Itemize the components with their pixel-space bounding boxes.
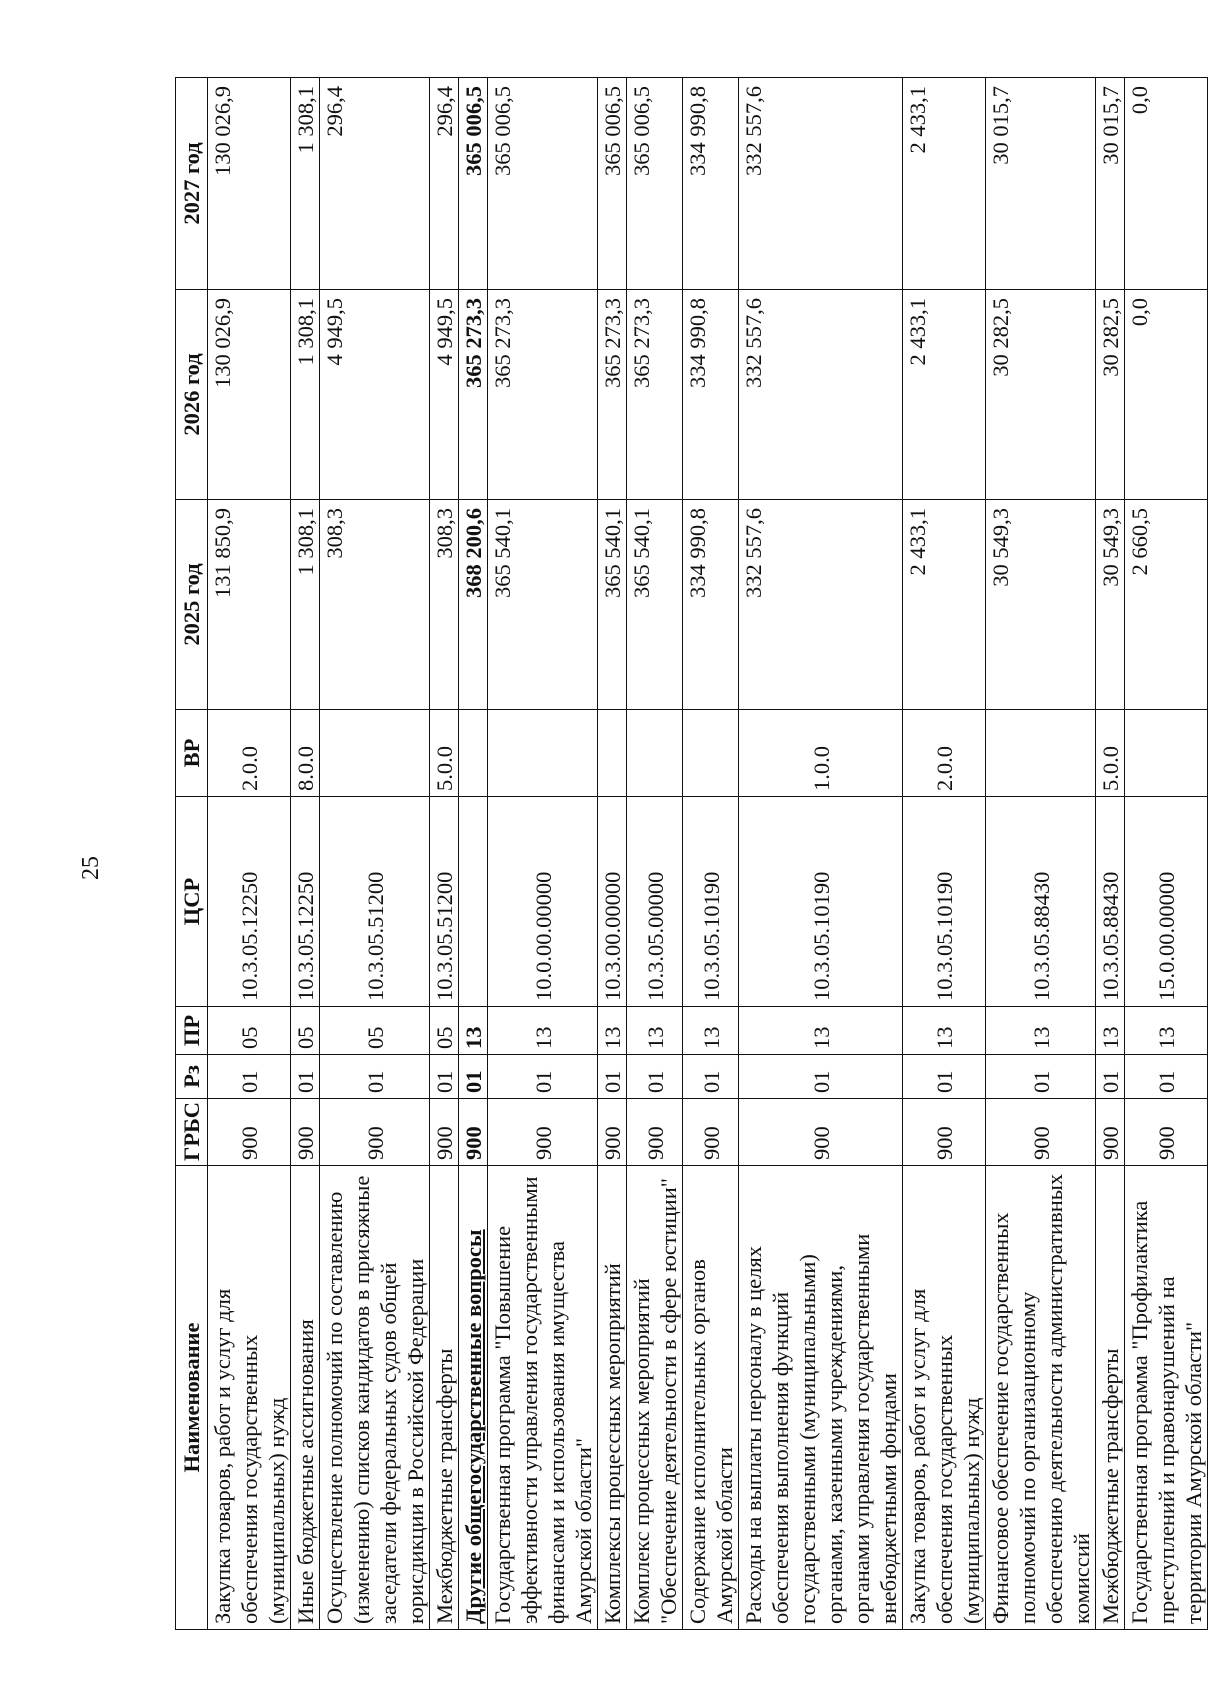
table-row	[291, 78, 320, 1630]
cell-csr: 10.3.05.88430	[1096, 797, 1125, 1007]
cell-rz: 01	[598, 1055, 627, 1099]
cell-2025: 365 540,1	[488, 500, 598, 710]
cell-2025: 308,3	[320, 500, 430, 710]
table-row	[208, 78, 291, 1630]
cell-2027: 365 006,5	[459, 78, 488, 290]
cell-2027: 365 006,5	[488, 78, 598, 290]
cell-csr: 10.3.05.10190	[739, 797, 903, 1007]
rotated-table-container	[175, 78, 1206, 1630]
cell-pr: 05	[208, 1007, 291, 1055]
cell-rz: 01	[459, 1055, 488, 1099]
cell-2027: 365 006,5	[598, 78, 627, 290]
cell-2027: 332 557,6	[739, 78, 903, 290]
cell-name: Межбюджетные трансферты	[1096, 1166, 1125, 1630]
cell-2025: 334 990,8	[683, 500, 739, 710]
cell-grbs: 900	[598, 1099, 627, 1166]
cell-2026: 4 949,5	[430, 290, 459, 500]
cell-pr: 13	[986, 1007, 1096, 1055]
cell-rz: 01	[291, 1055, 320, 1099]
table-row	[903, 78, 986, 1630]
cell-csr: 10.3.05.51200	[430, 797, 459, 1007]
cell-2025: 365 540,1	[627, 500, 683, 710]
cell-vr: 5.0.0	[430, 710, 459, 797]
cell-csr	[459, 797, 488, 1007]
cell-grbs: 900	[459, 1099, 488, 1166]
cell-2026: 2 433,1	[903, 290, 986, 500]
table-row	[683, 78, 739, 1630]
cell-2026: 365 273,3	[488, 290, 598, 500]
cell-name: Финансовое обеспечение государственных полномочий по организационному обеспечению деятельности административных комиссий	[986, 1166, 1096, 1630]
cell-vr: 8.0.0	[291, 710, 320, 797]
header-2025: 2025 год	[176, 500, 208, 710]
cell-name: Содержание исполнительных органов Амурской области	[683, 1166, 739, 1630]
cell-rz: 01	[320, 1055, 430, 1099]
cell-vr	[459, 710, 488, 797]
cell-pr: 05	[430, 1007, 459, 1055]
cell-name: Государственная программа "Профилактика преступлений и правонарушений на территории Амурской области"	[1125, 1166, 1208, 1630]
cell-rz: 01	[488, 1055, 598, 1099]
cell-grbs: 900	[430, 1099, 459, 1166]
cell-csr: 10.3.05.12250	[208, 797, 291, 1007]
cell-pr: 13	[739, 1007, 903, 1055]
header-rz: Рз	[176, 1055, 208, 1099]
cell-name: Комплекс процессных мероприятий "Обеспечение деятельности в сфере юстиции"	[627, 1166, 683, 1630]
cell-csr: 10.3.05.10190	[903, 797, 986, 1007]
table-row	[459, 78, 488, 1630]
cell-grbs: 900	[488, 1099, 598, 1166]
table-row	[1096, 78, 1125, 1630]
cell-2026: 334 990,8	[683, 290, 739, 500]
cell-csr: 10.3.05.51200	[320, 797, 430, 1007]
table-body	[208, 78, 1208, 1630]
table-row	[986, 78, 1096, 1630]
cell-grbs: 900	[1125, 1099, 1208, 1166]
cell-2027: 365 006,5	[627, 78, 683, 290]
cell-2026: 332 557,6	[739, 290, 903, 500]
table-row	[1125, 78, 1208, 1630]
cell-name: Другие общегосударственные вопросы	[459, 1166, 488, 1630]
cell-vr: 5.0.0	[1096, 710, 1125, 797]
cell-grbs: 900	[627, 1099, 683, 1166]
cell-vr	[488, 710, 598, 797]
cell-pr: 13	[627, 1007, 683, 1055]
cell-name: Межбюджетные трансферты	[430, 1166, 459, 1630]
header-grbs: ГРБС	[176, 1099, 208, 1166]
budget-table	[175, 77, 1208, 1630]
cell-2027: 2 433,1	[903, 78, 986, 290]
cell-2026: 1 308,1	[291, 290, 320, 500]
cell-2025: 368 200,6	[459, 500, 488, 710]
cell-vr	[627, 710, 683, 797]
table-header-row	[176, 78, 208, 1630]
table-row	[739, 78, 903, 1630]
header-pr: ПР	[176, 1007, 208, 1055]
cell-csr: 10.3.00.00000	[598, 797, 627, 1007]
page-number: 25	[78, 856, 104, 880]
cell-vr	[598, 710, 627, 797]
header-vr: ВР	[176, 710, 208, 797]
cell-name: Осуществление полномочий по составлению (изменению) списков кандидатов в присяжные заседатели федеральных судов общей юрисдикции в Российской Федерации	[320, 1166, 430, 1630]
cell-csr: 10.3.05.00000	[627, 797, 683, 1007]
cell-2026: 0,0	[1125, 290, 1208, 500]
cell-2027: 30 015,7	[1096, 78, 1125, 290]
cell-grbs: 900	[1096, 1099, 1125, 1166]
cell-rz: 01	[430, 1055, 459, 1099]
cell-rz: 01	[627, 1055, 683, 1099]
cell-pr: 05	[320, 1007, 430, 1055]
table-row	[598, 78, 627, 1630]
cell-2027: 0,0	[1125, 78, 1208, 290]
cell-2025: 332 557,6	[739, 500, 903, 710]
cell-vr	[1125, 710, 1208, 797]
table-row	[320, 78, 430, 1630]
cell-2025: 1 308,1	[291, 500, 320, 710]
cell-pr: 13	[598, 1007, 627, 1055]
header-2027: 2027 год	[176, 78, 208, 290]
cell-pr: 13	[459, 1007, 488, 1055]
cell-rz: 01	[903, 1055, 986, 1099]
cell-2026: 4 949,5	[320, 290, 430, 500]
cell-csr: 10.0.00.00000	[488, 797, 598, 1007]
table-row	[488, 78, 598, 1630]
cell-2025: 2 660,5	[1125, 500, 1208, 710]
cell-2025: 365 540,1	[598, 500, 627, 710]
cell-csr: 10.3.05.10190	[683, 797, 739, 1007]
cell-2027: 30 015,7	[986, 78, 1096, 290]
cell-rz: 01	[739, 1055, 903, 1099]
cell-2026: 30 282,5	[1096, 290, 1125, 500]
cell-grbs: 900	[986, 1099, 1096, 1166]
cell-grbs: 900	[739, 1099, 903, 1166]
cell-csr: 10.3.05.88430	[986, 797, 1096, 1007]
cell-pr: 13	[683, 1007, 739, 1055]
cell-grbs: 900	[683, 1099, 739, 1166]
cell-name: Иные бюджетные ассигнования	[291, 1166, 320, 1630]
cell-2027: 1 308,1	[291, 78, 320, 290]
cell-vr: 1.0.0	[739, 710, 903, 797]
cell-pr: 13	[488, 1007, 598, 1055]
cell-name: Закупка товаров, работ и услуг для обеспечения государственных (муниципальных) нужд	[208, 1166, 291, 1630]
cell-csr: 15.0.00.00000	[1125, 797, 1208, 1007]
cell-2025: 308,3	[430, 500, 459, 710]
cell-2025: 131 850,9	[208, 500, 291, 710]
cell-2025: 30 549,3	[986, 500, 1096, 710]
cell-2025: 2 433,1	[903, 500, 986, 710]
cell-name: Комплексы процессных мероприятий	[598, 1166, 627, 1630]
header-name: Наименование	[176, 1166, 208, 1630]
cell-2026: 365 273,3	[627, 290, 683, 500]
cell-2026: 130 026,9	[208, 290, 291, 500]
cell-2027: 296,4	[430, 78, 459, 290]
cell-rz: 01	[1125, 1055, 1208, 1099]
cell-2027: 334 990,8	[683, 78, 739, 290]
cell-vr	[320, 710, 430, 797]
cell-2026: 365 273,3	[598, 290, 627, 500]
cell-2026: 30 282,5	[986, 290, 1096, 500]
cell-name: Государственная программа "Повышение эффективности управления государственными финансами и использования имущества Амурской области"	[488, 1166, 598, 1630]
cell-name: Расходы на выплаты персоналу в целях обеспечения выполнения функций государственными (муниципальными) органами, казенными учреждениями, органами управления государственными внебюджетными фондами	[739, 1166, 903, 1630]
cell-grbs: 900	[208, 1099, 291, 1166]
cell-csr: 10.3.05.12250	[291, 797, 320, 1007]
cell-vr: 2.0.0	[903, 710, 986, 797]
cell-vr	[683, 710, 739, 797]
cell-rz: 01	[208, 1055, 291, 1099]
cell-grbs: 900	[291, 1099, 320, 1166]
cell-2027: 296,4	[320, 78, 430, 290]
cell-2027: 130 026,9	[208, 78, 291, 290]
cell-vr	[986, 710, 1096, 797]
cell-pr: 05	[291, 1007, 320, 1055]
cell-2025: 30 549,3	[1096, 500, 1125, 710]
cell-rz: 01	[986, 1055, 1096, 1099]
cell-rz: 01	[683, 1055, 739, 1099]
cell-name: Закупка товаров, работ и услуг для обеспечения государственных (муниципальных) нужд	[903, 1166, 986, 1630]
cell-vr: 2.0.0	[208, 710, 291, 797]
cell-2026: 365 273,3	[459, 290, 488, 500]
cell-rz: 01	[1096, 1055, 1125, 1099]
cell-pr: 13	[1125, 1007, 1208, 1055]
cell-pr: 13	[903, 1007, 986, 1055]
cell-grbs: 900	[903, 1099, 986, 1166]
table-row	[627, 78, 683, 1630]
cell-grbs: 900	[320, 1099, 430, 1166]
header-csr: ЦСР	[176, 797, 208, 1007]
cell-pr: 13	[1096, 1007, 1125, 1055]
table-row	[430, 78, 459, 1630]
header-2026: 2026 год	[176, 290, 208, 500]
